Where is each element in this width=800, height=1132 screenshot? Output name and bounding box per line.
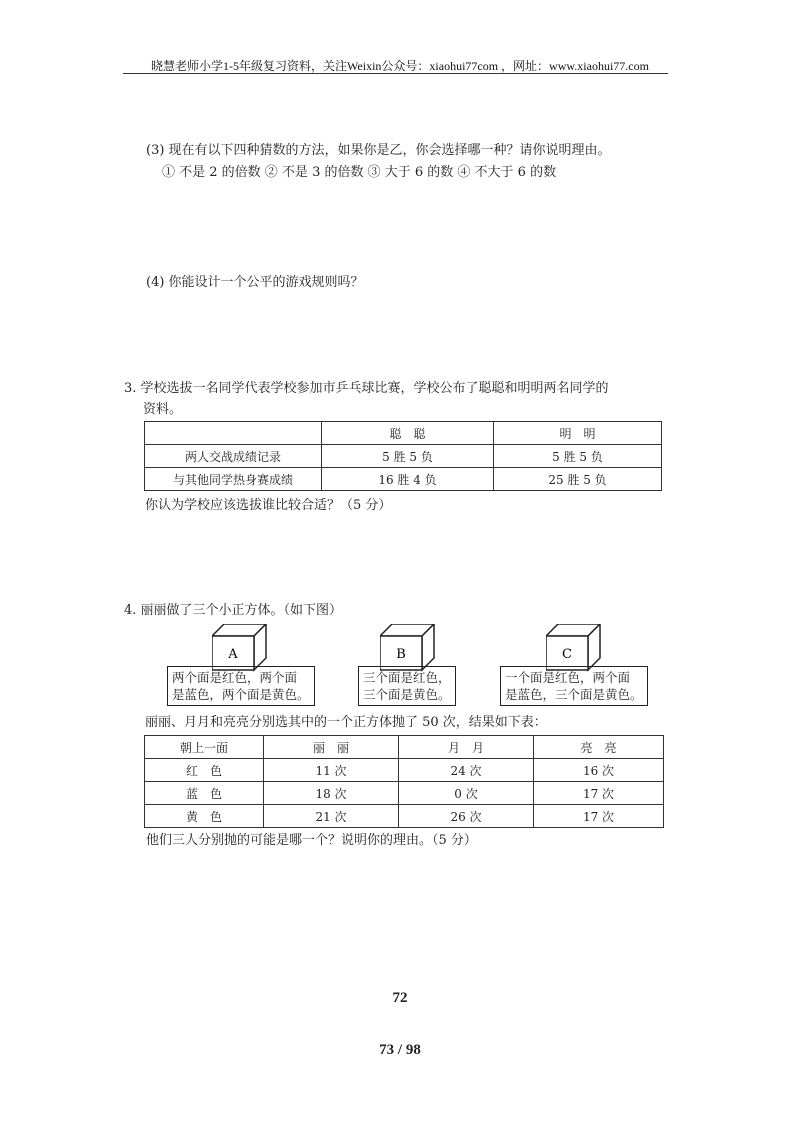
table-row bbox=[145, 445, 662, 468]
cube-a-desc-line1: 两个面是红色，两个面 bbox=[172, 670, 298, 685]
table-cell: 16 胜 4 负 bbox=[322, 468, 494, 491]
table-cell: 17 次 bbox=[534, 782, 664, 805]
q2-3-prompt: (3) 现在有以下四种猜数的方法，如果你是乙，你会选择哪一种？请你说明理由。 bbox=[146, 143, 611, 158]
table-cell: 11 次 bbox=[264, 759, 399, 782]
table-cell: 5 胜 5 负 bbox=[494, 445, 662, 468]
table-cell: 朝上一面 bbox=[145, 736, 264, 759]
table-header-row bbox=[145, 736, 664, 759]
table-row bbox=[145, 759, 664, 782]
table-cell: 5 胜 5 负 bbox=[322, 445, 494, 468]
q4-line2: 丽丽、月月和亮亮分别选其中的一个正方体抛了 50 次，结果如下表： bbox=[145, 715, 547, 730]
table-cell: 明 明 bbox=[494, 422, 662, 445]
cube-a-label: A bbox=[228, 647, 238, 662]
table-cell: 25 胜 5 负 bbox=[494, 468, 662, 491]
table-cell: 17 次 bbox=[534, 805, 664, 828]
table-cell: 0 次 bbox=[399, 782, 534, 805]
page-number: 72 bbox=[392, 990, 408, 1006]
q4-table bbox=[144, 735, 664, 828]
q2-4-prompt: (4) 你能设计一个公平的游戏规则吗？ bbox=[146, 275, 364, 290]
page-header: 晓慧老师小学1-5年级复习资料，关注Weixin公众号：xiaohui77com ，网址：www.xiaohui77.com bbox=[151, 59, 649, 73]
table-cell: 蓝 色 bbox=[145, 782, 264, 805]
table-cell: 16 次 bbox=[534, 759, 664, 782]
table-cell: 26 次 bbox=[399, 805, 534, 828]
header-divider bbox=[123, 73, 668, 74]
cube-b-desc-line2: 三个面是黄色。 bbox=[363, 687, 451, 702]
table-cell bbox=[145, 422, 322, 445]
table-cell: 红 色 bbox=[145, 759, 264, 782]
q3-line1: 3. 学校选拔一名同学代表学校参加市乒乓球比赛，学校公布了聪聪和明明两名同学的 bbox=[124, 381, 609, 396]
table-cell: 18 次 bbox=[264, 782, 399, 805]
table-row bbox=[145, 468, 662, 491]
cube-b-desc-line1: 三个面是红色， bbox=[363, 670, 451, 685]
table-cell: 丽 丽 bbox=[264, 736, 399, 759]
table-row bbox=[145, 805, 664, 828]
q3-table bbox=[144, 421, 662, 491]
table-cell: 两人交战成绩记录 bbox=[145, 445, 322, 468]
cube-a-description bbox=[167, 666, 315, 706]
cube-c-desc-line2: 是蓝色，三个面是黄色。 bbox=[505, 687, 643, 702]
q3-line2: 资料。 bbox=[143, 402, 183, 417]
table-cell: 与其他同学热身赛成绩 bbox=[145, 468, 322, 491]
cube-c-description bbox=[500, 666, 648, 706]
table-header-row bbox=[145, 422, 662, 445]
table-cell: 月 月 bbox=[399, 736, 534, 759]
pagination-indicator: 73 / 98 bbox=[379, 1042, 421, 1058]
cube-a-desc-line2: 是蓝色，两个面是黄色。 bbox=[172, 687, 310, 702]
table-cell: 24 次 bbox=[399, 759, 534, 782]
table-cell: 黄 色 bbox=[145, 805, 264, 828]
q3-question: 你认为学校应该选拔谁比较合适？（5 分） bbox=[145, 498, 392, 513]
cube-b-drawing bbox=[380, 624, 436, 672]
cube-b-description bbox=[358, 666, 456, 706]
cube-a-drawing bbox=[212, 624, 268, 672]
cube-c-drawing bbox=[546, 624, 602, 672]
q2-3-options: ① 不是 2 的倍数 ② 不是 3 的倍数 ③ 大于 6 的数 ④ 不大于 6 的数 bbox=[162, 165, 557, 180]
q4-intro: 4. 丽丽做了三个小正方体。（如下图） bbox=[124, 603, 343, 618]
table-cell: 聪 聪 bbox=[322, 422, 494, 445]
q4-question: 他们三人分别抛的可能是哪一个？说明你的理由。（5 分） bbox=[146, 833, 477, 848]
table-cell: 亮 亮 bbox=[534, 736, 664, 759]
cube-c-desc-line1: 一个面是红色，两个面 bbox=[505, 670, 631, 685]
table-cell: 21 次 bbox=[264, 805, 399, 828]
table-row bbox=[145, 782, 664, 805]
cube-b-label: B bbox=[396, 647, 406, 662]
cube-c-label: C bbox=[562, 647, 572, 662]
